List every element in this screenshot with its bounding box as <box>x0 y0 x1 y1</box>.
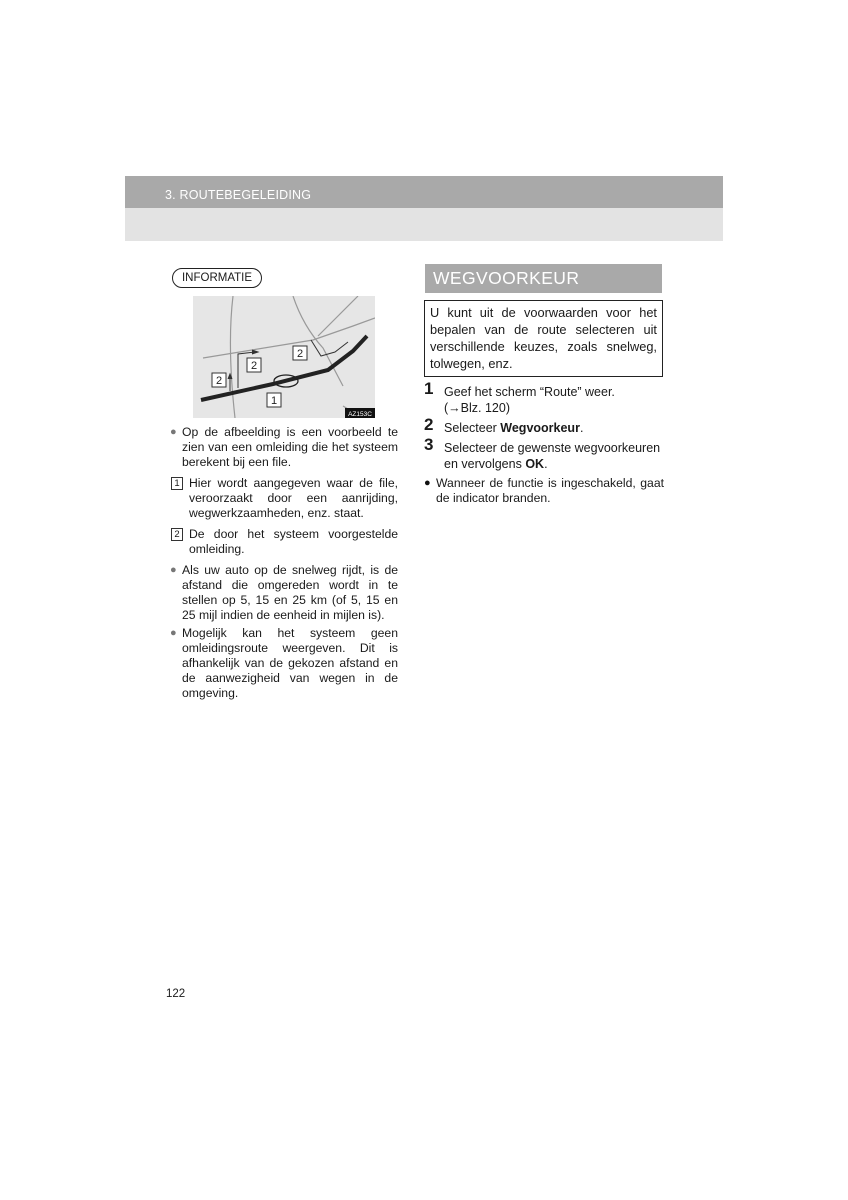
wegvoorkeur-bullet: ● Wanneer de functie is ingeschakeld, gaat de indicator branden. <box>424 476 664 505</box>
page-reference: (→Blz. 120) <box>444 401 510 415</box>
figure-label-1: 1 <box>270 395 278 407</box>
info-bullet: ● Als uw auto op de snelweg rijdt, is de afstand die omgereden wordt in te stellen op 5, 15 en 25 km (of 5, 15 en 25 mijl indien de eenheid in mijlen is). <box>170 563 398 622</box>
page-number: 122 <box>166 988 186 1000</box>
info-numbered-item: 2 De door het systeem voorgestelde omleiding. <box>170 527 398 557</box>
detour-map-figure <box>193 296 375 418</box>
menu-term: Wegvoorkeur <box>500 421 580 435</box>
step-number: 3 <box>424 435 434 454</box>
info-bullet: ● Mogelijk kan het systeem geen omleidingsroute weergeven. Dit is afhankelijk van de gekozen afstand en de aanwezigheid van wegen in de omgeving. <box>170 626 398 700</box>
figure-label-2b: 2 <box>250 360 258 372</box>
menu-term: OK <box>525 457 545 471</box>
number-box: 1 <box>171 477 183 490</box>
wegvoorkeur-intro: U kunt uit de voorwaarden voor het bepalen van de route selecteren uit verschillende keuzes, zoals snelweg, tolwegen, enz. <box>424 300 663 377</box>
figure-label-2c: 2 <box>215 375 223 387</box>
figure-code: AZ153C <box>348 411 372 418</box>
info-numbered-item: 1 Hier wordt aangegeven waar de file, veroorzaakt door een aanrijding, wegwerkzaamheden, enz. staat. <box>170 476 398 521</box>
step-number: 1 <box>424 379 434 398</box>
figure-label-2a: 2 <box>296 348 304 360</box>
bullet-icon: ● <box>170 564 177 576</box>
bullet-icon: ● <box>170 426 177 438</box>
step-item: 3 Selecteer de gewenste wegvoorkeuren en vervolgens OK. <box>424 435 661 471</box>
wegvoorkeur-steps <box>424 379 664 506</box>
step-number: 2 <box>424 415 434 434</box>
bullet-icon: ● <box>170 627 177 639</box>
number-box: 2 <box>171 528 183 541</box>
wegvoorkeur-title: WEGVOORKEUR <box>425 264 662 293</box>
info-text-column <box>170 425 398 704</box>
info-badge: INFORMATIE <box>172 268 262 288</box>
section-title: 3. ROUTEBEGELEIDING <box>165 188 312 202</box>
info-bullet: ● Op de afbeelding is een voorbeeld te zien van een omleiding die het systeem berekent bij een file. <box>170 425 398 469</box>
bullet-icon: ● <box>424 477 431 489</box>
step-item: 1 Geef het scherm “Route” weer. (→Blz. 120) <box>424 379 615 415</box>
header-subbar <box>125 208 723 241</box>
step-item: 2 Selecteer Wegvoorkeur. <box>424 415 584 435</box>
